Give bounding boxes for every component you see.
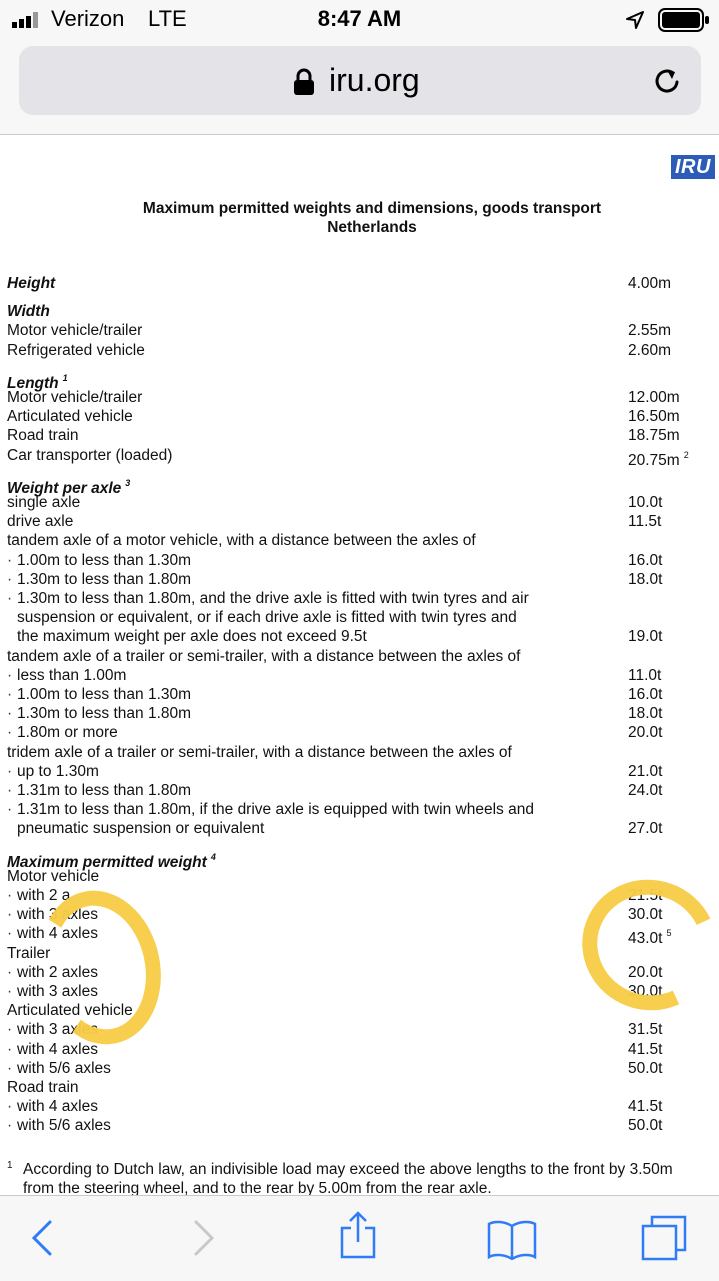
section-value: 4.00m [628,275,672,292]
row-label: single axle [7,494,81,511]
row-label: 1.30m to less than 1.80m, and the drive axle is fitted with twin tyres and air [17,590,529,607]
network-type: LTE [148,6,187,31]
row-value: 18.75m [628,427,680,445]
row-label: drive axle [7,513,74,531]
bullet-dot: · [7,666,13,684]
row-value: 16.0t [628,686,663,703]
row-label: Trailer [7,944,51,962]
row-value: 50.0t [628,1117,663,1135]
url-text[interactable]: iru.org [329,62,420,98]
bullet-dot: · [7,925,13,943]
row-value: 43.0t $^5$ [628,928,672,948]
row-label: Road train [7,427,79,445]
row-value: 11.5t [628,513,662,531]
row-value: 18.0t [628,570,663,588]
row-value: 30.0t [628,906,663,924]
row-label: with 5/6 axles [17,1117,111,1135]
row-label: with 3 axles [17,983,98,1000]
document-title [0,199,719,237]
row-label: with 4 axles [17,925,98,943]
row-label: with 4 axles [17,1098,98,1116]
bullet-dot: · [7,551,13,569]
footnote-line-2: from the steering wheel, and to the rear by 5.00m from the rear axle. [23,1180,492,1195]
row-value: 20.0t [628,963,663,981]
row-value: 10.0t [628,494,663,511]
section-heading-label: Maximum permitted weight $^4$ [7,851,216,871]
row-value: 21.5t [628,887,663,904]
row-value: 27.0t [628,820,663,838]
row-label: tandem axle of a trailer or semi-trailer, with a distance between the axles of [7,647,521,665]
highlight-circle-right [564,861,719,1029]
browser-chrome [0,0,719,135]
forward-icon[interactable] [190,1218,218,1258]
footnote-ref: 5 [666,928,672,939]
back-icon[interactable] [28,1218,56,1258]
footnote-number: 1 [7,1160,13,1171]
lock-icon [292,68,316,96]
row-label: 1.80m or more [17,724,118,742]
row-value: 18.0t [628,705,663,723]
row-label: Motor vehicle/trailer [7,322,143,340]
row-value: 41.5t [628,1040,663,1058]
row-label: 1.31m to less than 1.80m [17,782,192,799]
bullet-dot: · [7,1040,13,1058]
status-bar [0,0,719,40]
row-label: Articulated vehicle [7,408,133,426]
bullet-dot: · [7,724,13,742]
row-label: 1.30m to less than 1.80m [17,570,192,588]
row-label: the maximum weight per axle does not exceed 9.5t [17,628,367,646]
row-label: Motor vehicle/trailer [7,389,143,406]
row-label: tridem axle of a trailer or semi-trailer, with a distance between the axles of [7,743,512,761]
bookmarks-icon[interactable] [486,1220,538,1260]
row-label: less than 1.00m [17,666,127,684]
row-value: 2.60m [628,341,672,359]
section-heading-label: Weight per axle $^3$ [7,477,131,497]
bullet-dot: · [7,801,13,819]
footnote-line-1: According to Dutch law, an indivisible load may exceed the above lengths to the front by 3.50m [23,1161,673,1178]
footnote-ref: 1 [62,372,68,383]
bullet-dot: · [7,906,13,924]
bullet-dot: · [7,1098,13,1116]
bullet-dot: · [7,1059,13,1077]
row-label: with 3 axles [17,1021,98,1039]
footnote-ref: 2 [683,449,689,460]
row-label: with 3 axles [17,906,98,924]
bullet-dot: · [7,762,13,780]
bullet-dot: · [7,887,13,904]
share-icon[interactable] [338,1210,378,1260]
title-line-2: Netherlands [327,219,417,236]
row-value: 31.5t [628,1021,663,1039]
iru-logo: IRU [671,155,715,179]
section-heading-label: Width [7,303,50,321]
bullet-dot: · [7,1021,13,1039]
row-label: Refrigerated vehicle [7,341,145,359]
bullet-dot: · [7,1117,13,1135]
row-label: with 5/6 axles [17,1059,111,1077]
row-value: 24.0t [628,782,663,799]
reload-icon[interactable] [651,65,683,97]
bullet-dot: · [7,570,13,588]
row-value: 20.75m $^2$ [628,449,689,469]
row-value: 2.55m [628,322,672,340]
footnote-ref: 3 [125,477,131,488]
section-heading-label: Height [7,275,56,292]
footnote-ref: 4 [210,851,216,862]
bullet-dot: · [7,782,13,799]
address-bar[interactable] [19,46,701,115]
row-value: 11.0t [628,666,662,684]
row-label: Road train [7,1079,79,1096]
bullet-dot: · [7,686,13,703]
row-label: suspension or equivalent, or if each drive axle is fitted with twin tyres and [17,609,517,627]
carrier-name: Verizon [51,6,125,31]
row-value: 50.0t [628,1059,663,1077]
row-label: tandem axle of a motor vehicle, with a distance between the axles of [7,532,476,550]
bullet-dot: · [7,983,13,1000]
page-content [0,135,719,1195]
row-label: Articulated vehicle [7,1002,133,1020]
row-value: 21.0t [628,762,663,780]
row-value: 41.5t [628,1098,663,1116]
battery-icon [658,8,710,32]
row-label: with 2 axles [17,963,98,981]
bullet-dot: · [7,705,13,723]
status-time: 8:47 AM [317,6,402,31]
row-label: 1.00m to less than 1.30m [17,551,192,569]
row-value: 30.0t [628,983,663,1000]
title-line-1: Maximum permitted weights and dimensions, goods transport [142,200,602,217]
browser-toolbar [0,1195,719,1281]
section-heading-label: Length $^1$ [7,372,68,392]
row-label: 1.31m to less than 1.80m, if the drive axle is equipped with twin wheels and [17,801,534,819]
location-arrow-icon [625,10,645,30]
row-value: 20.0t [628,724,663,742]
row-label: 1.00m to less than 1.30m [17,686,192,703]
tabs-icon[interactable] [640,1214,688,1262]
row-label: Motor vehicle [7,867,100,885]
bullet-dot: · [7,963,13,981]
row-label: 1.30m to less than 1.80m [17,705,192,723]
row-label: with 2 a [17,887,71,904]
row-label: up to 1.30m [17,762,99,780]
row-label: with 4 axles [17,1040,98,1058]
row-label: Car transporter (loaded) [7,446,173,464]
row-value: 16.0t [628,551,663,569]
bullet-dot: · [7,590,13,607]
row-value: 12.00m [628,389,680,406]
row-label: pneumatic suspension or equivalent [17,820,265,838]
row-value: 16.50m [628,408,680,426]
row-value: 19.0t [628,628,663,646]
